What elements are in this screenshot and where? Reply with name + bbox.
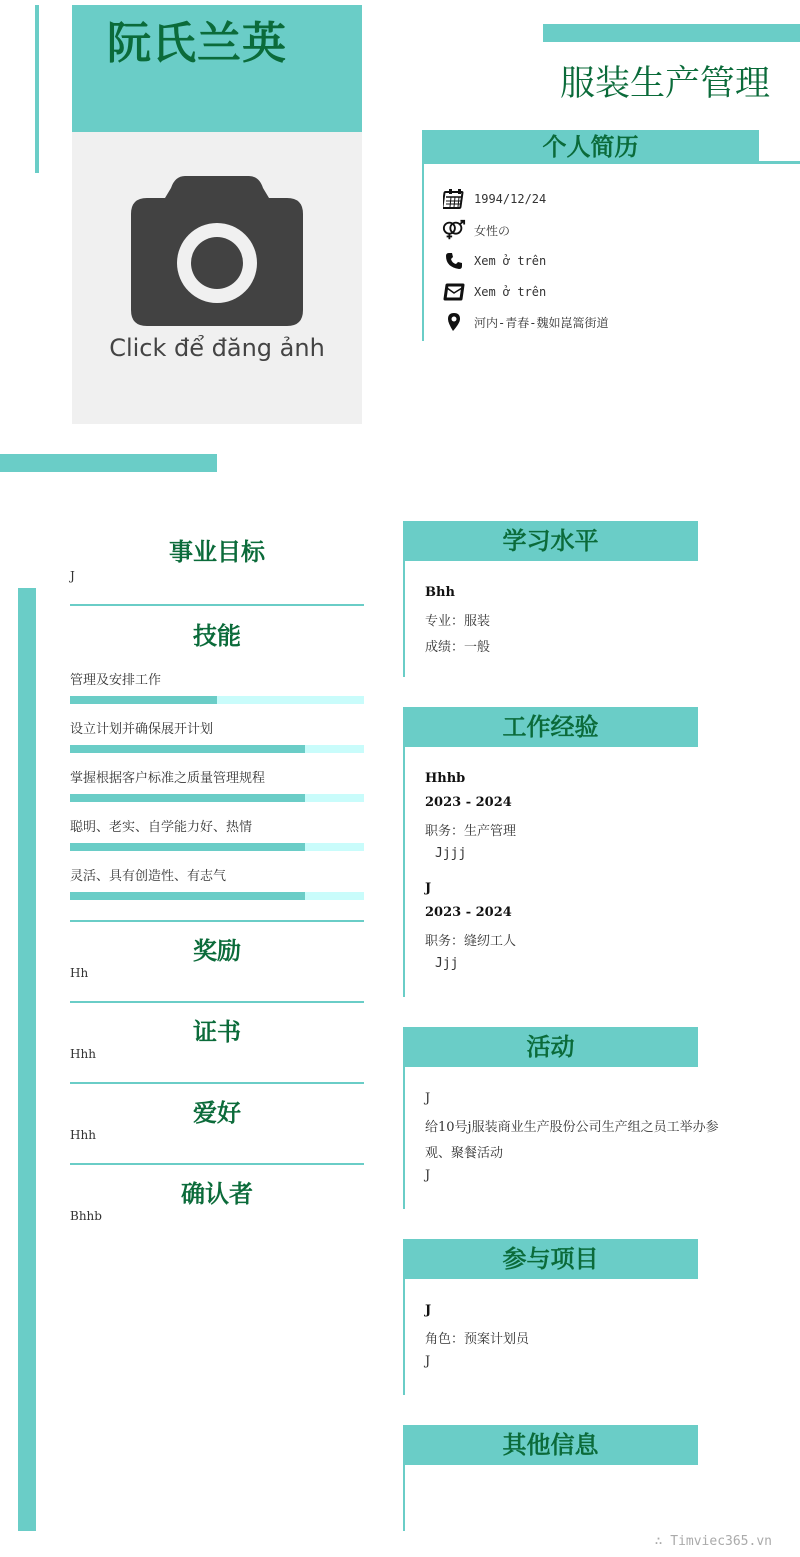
gender-icon — [442, 219, 466, 241]
activity-line[interactable]: J — [425, 1091, 431, 1106]
skill-name[interactable]: 聪明、老实、自学能力好、热情 — [70, 820, 253, 835]
calendar-icon — [442, 188, 466, 210]
projects-header: 参与项目 — [403, 1239, 698, 1279]
education-school[interactable]: Bhh — [425, 585, 455, 600]
job-position[interactable]: 职务：生产管理 — [425, 824, 517, 839]
education-header: 学习水平 — [403, 521, 698, 561]
info-email[interactable] — [442, 280, 546, 304]
name-header — [72, 5, 362, 132]
photo-upload-caption: Click để đăng ảnh — [109, 334, 325, 362]
skill-level-fill — [70, 696, 217, 704]
decorative-bar — [0, 454, 217, 472]
divider — [70, 920, 364, 922]
section-border — [403, 1465, 405, 1531]
divider — [70, 604, 364, 606]
activity-line[interactable]: 给10号j服装商业生产股份公司生产组之员工举办参 — [425, 1120, 719, 1135]
info-phone[interactable] — [442, 249, 546, 273]
skill-level-fill — [70, 794, 305, 802]
info-gender[interactable] — [442, 218, 510, 242]
job-description[interactable]: Jjj — [435, 956, 459, 971]
divider — [70, 1163, 364, 1165]
hobbies-text[interactable]: Hhh — [70, 1128, 96, 1142]
camera-icon — [131, 176, 303, 326]
phone-icon — [442, 250, 466, 272]
personal-info-header — [422, 130, 759, 164]
phone-value: Xem ở trên — [474, 254, 547, 268]
job-company[interactable]: Hhhb — [425, 771, 466, 786]
skill-level-bar — [70, 794, 364, 802]
project-description[interactable]: J — [425, 1354, 431, 1369]
project-role[interactable]: 角色：预案计划员 — [425, 1332, 530, 1347]
certificates-text[interactable]: Hhh — [70, 1047, 96, 1061]
section-border — [403, 1067, 405, 1209]
watermark: ∴ Timviec365.vn — [654, 1534, 772, 1549]
skill-level-bar — [70, 892, 364, 900]
info-birthday[interactable] — [442, 187, 546, 211]
activity-line[interactable]: J — [425, 1168, 431, 1183]
job-position[interactable]: 职务：缝纫工人 — [425, 934, 517, 949]
birthday-value: 1994/12/24 — [474, 192, 547, 206]
skill-level-fill — [70, 745, 305, 753]
skill-name[interactable]: 设立计划并确保展开计划 — [70, 722, 214, 737]
certificates-title: 证书 — [193, 1018, 241, 1046]
skill-name[interactable]: 管理及安排工作 — [70, 673, 162, 688]
skill-level-bar — [70, 745, 364, 753]
skill-name[interactable]: 灵活、具有创造性、有志气 — [70, 869, 227, 884]
section-border — [403, 1279, 405, 1395]
other-info-header: 其他信息 — [403, 1425, 698, 1465]
job-period[interactable]: 2023 - 2024 — [425, 905, 512, 920]
divider — [70, 1001, 364, 1003]
section-border — [422, 164, 424, 341]
email-icon — [442, 281, 466, 303]
experience-header: 工作经验 — [403, 707, 698, 747]
awards-text[interactable]: Hh — [70, 966, 89, 980]
hobbies-title: 爱好 — [193, 1099, 241, 1127]
address-value: 河内-青春-魏如崑篙街道 — [474, 315, 609, 330]
skill-name[interactable]: 掌握根据客户标准之质量管理规程 — [70, 771, 266, 786]
skill-level-fill — [70, 843, 305, 851]
email-value: Xem ở trên — [474, 285, 547, 299]
candidate-name[interactable]: 阮氏兰英 — [107, 18, 287, 69]
job-company[interactable]: J — [425, 881, 432, 896]
section-title: 个人简历 — [542, 133, 639, 161]
career-goal-text[interactable]: J — [70, 569, 75, 583]
section-border — [403, 561, 405, 677]
skills-title: 技能 — [193, 622, 241, 650]
location-icon — [442, 311, 466, 333]
job-description[interactable]: Jjjj — [435, 846, 467, 861]
references-title: 确认者 — [181, 1180, 253, 1208]
photo-upload[interactable] — [72, 132, 362, 424]
decorative-bar — [18, 588, 36, 1531]
awards-title: 奖励 — [193, 937, 241, 965]
decorative-bar — [35, 5, 39, 173]
divider — [70, 1082, 364, 1084]
education-major[interactable]: 专业：服装 — [425, 614, 491, 629]
section-border — [403, 747, 405, 997]
skill-level-bar — [70, 696, 364, 704]
decorative-bar — [543, 24, 800, 42]
education-grade[interactable]: 成绩：一般 — [425, 640, 491, 655]
project-name[interactable]: J — [425, 1303, 432, 1318]
references-text[interactable]: Bhhb — [70, 1209, 102, 1223]
activities-header: 活动 — [403, 1027, 698, 1067]
decorative-bar — [759, 161, 800, 164]
skill-level-fill — [70, 892, 305, 900]
skill-level-bar — [70, 843, 364, 851]
activity-line[interactable]: 观、聚餐活动 — [425, 1146, 504, 1161]
career-goal-title: 事业目标 — [169, 538, 265, 566]
job-period[interactable]: 2023 - 2024 — [425, 795, 512, 810]
job-title[interactable]: 服装生产管理 — [559, 64, 770, 104]
info-address[interactable] — [442, 310, 608, 334]
gender-value: 女性の — [474, 223, 511, 238]
